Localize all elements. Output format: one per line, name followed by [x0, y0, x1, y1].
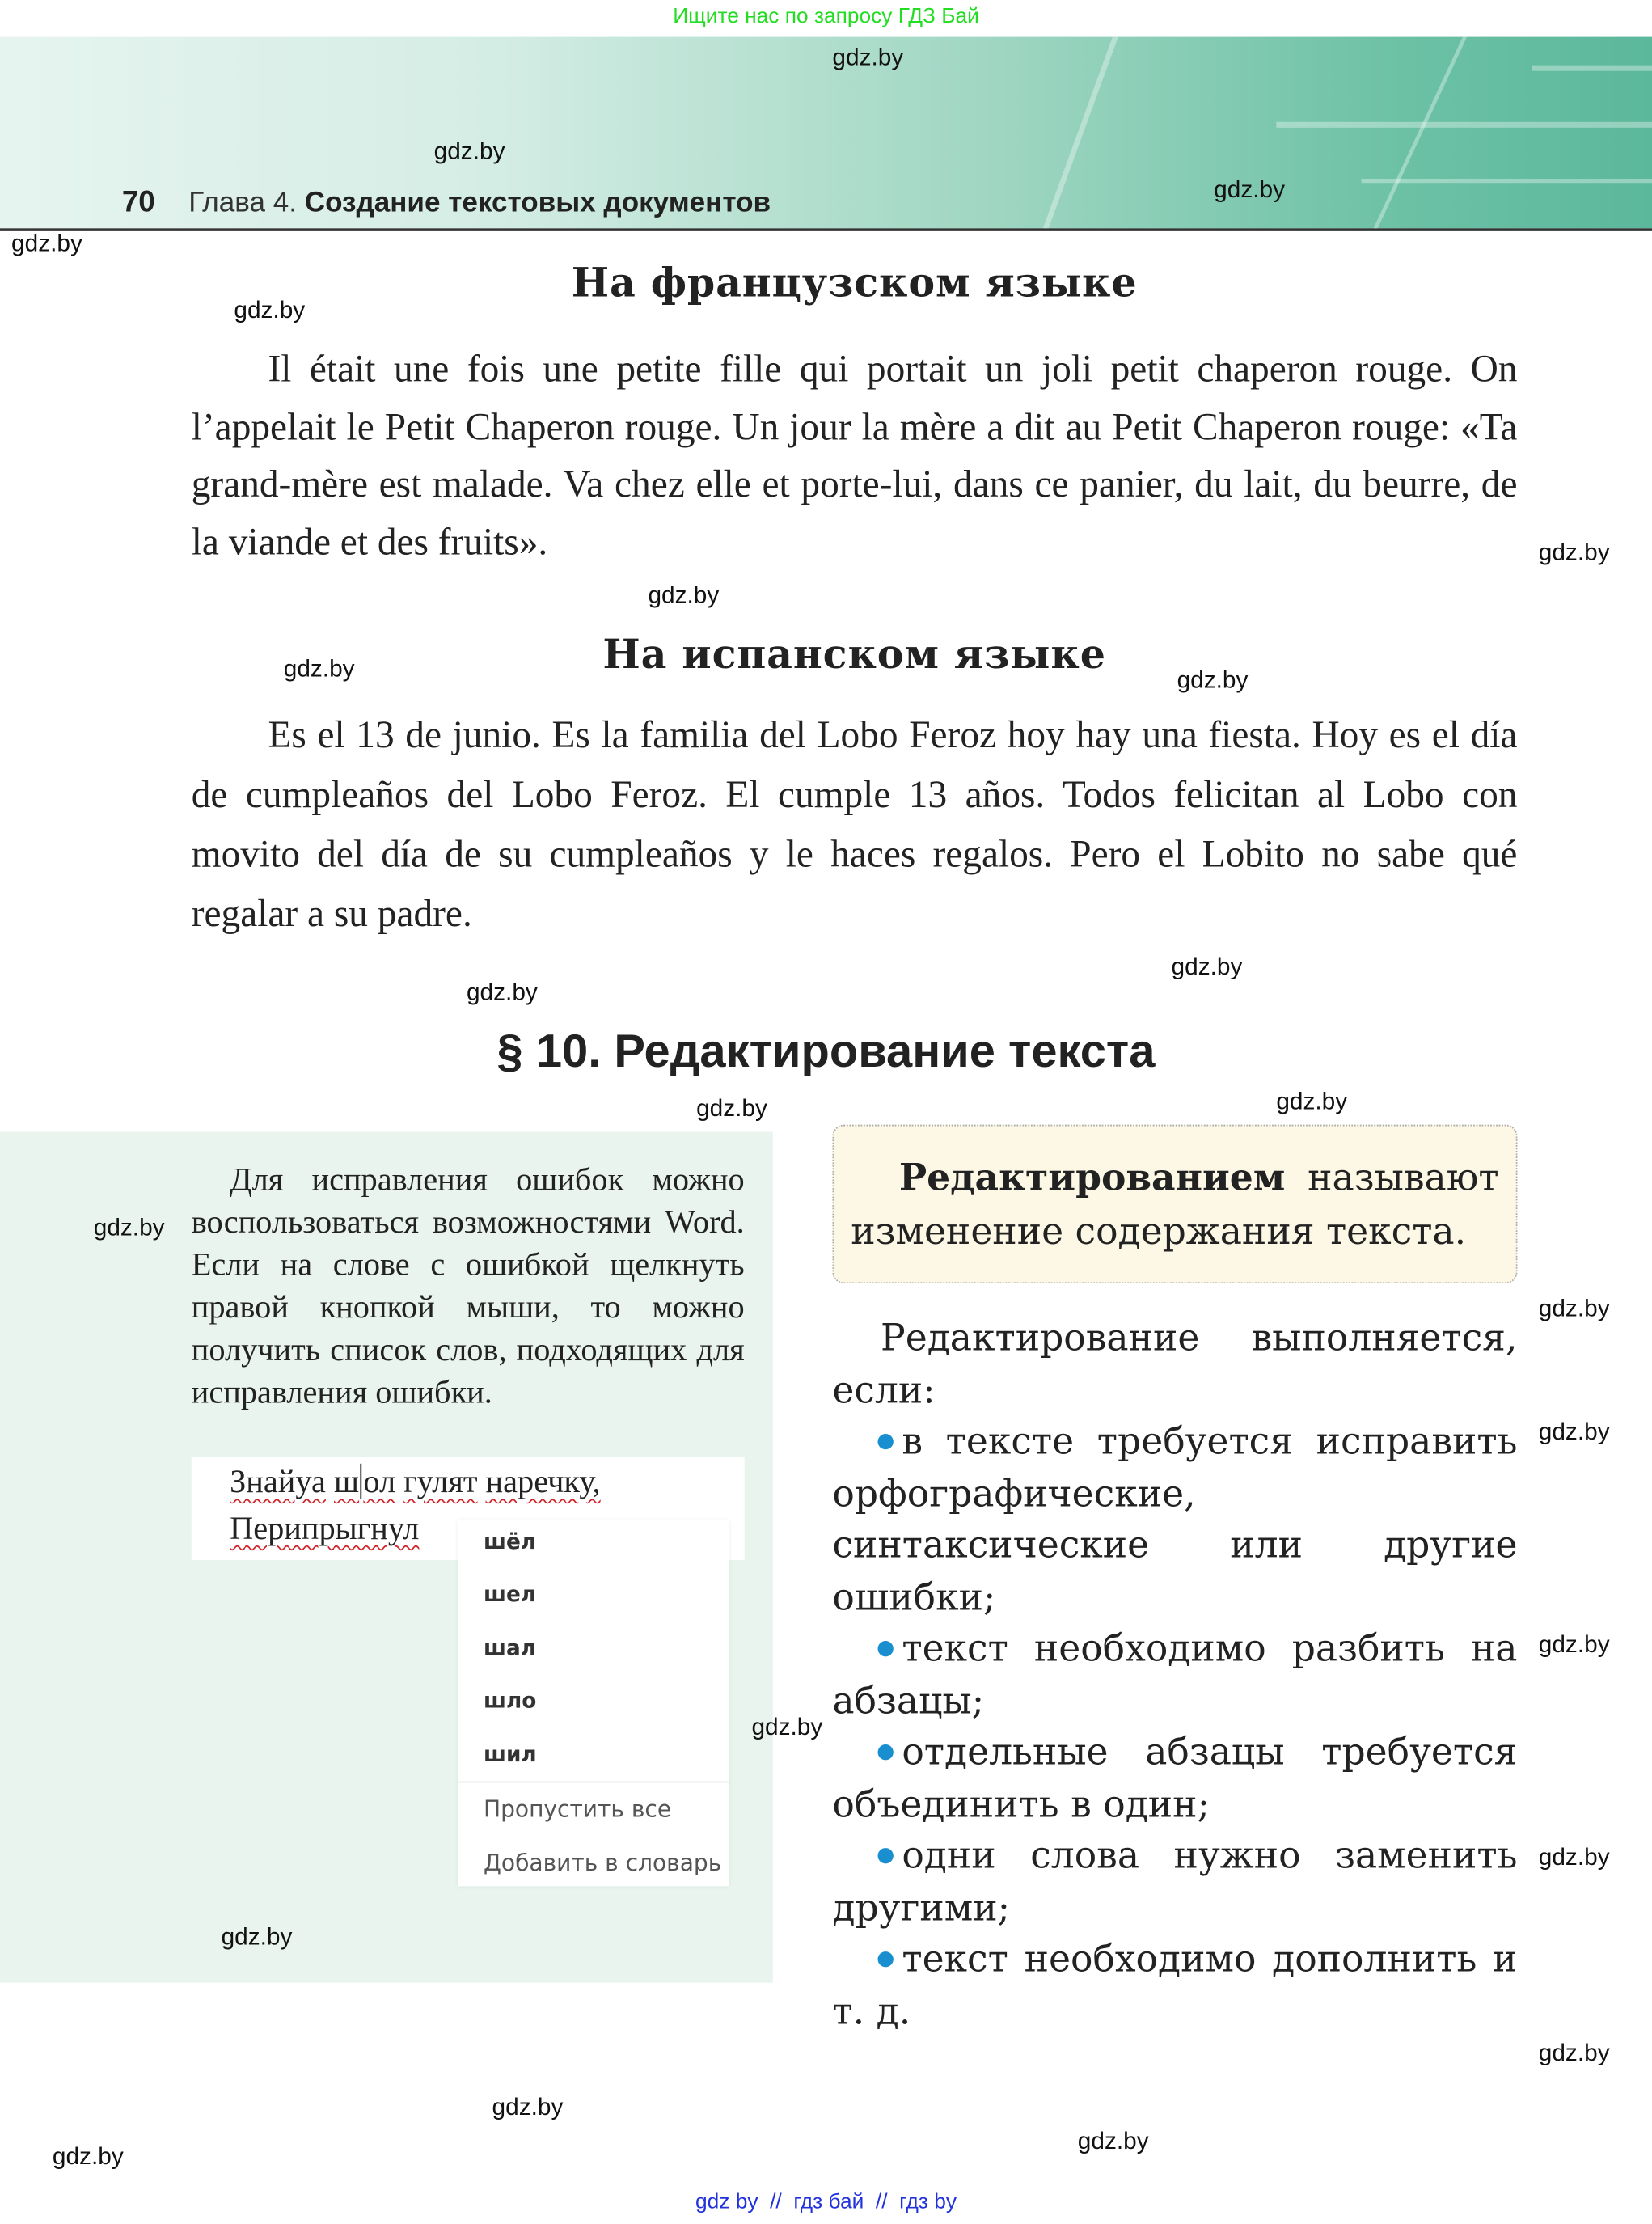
- suggestion-item[interactable]: шел: [484, 1581, 537, 1607]
- misspelled-word-cursor[interactable]: [334, 1464, 395, 1499]
- sample-line-2: [230, 1507, 419, 1550]
- watermark: gdz.by: [1538, 1843, 1610, 1871]
- word-part: ш: [334, 1463, 360, 1499]
- misspelled-word[interactable]: Перипрыгнул: [230, 1510, 420, 1546]
- search-hint: Ищите нас по запросу ГДЗ Бай: [673, 4, 979, 29]
- french-heading: На французском языке: [571, 259, 1138, 307]
- definition-term: Редактированием: [898, 1157, 1286, 1200]
- watermark: gdz.by: [11, 230, 82, 257]
- list-item: [832, 1624, 1517, 1727]
- list-item: [832, 1934, 1517, 2038]
- list-item-text: текст необходимо дополнить и т. д.: [832, 1939, 1518, 2033]
- watermark: gdz.by: [93, 1214, 165, 1241]
- left-paragraph: [192, 1159, 745, 1414]
- spanish-heading: На испанском языке: [602, 631, 1106, 679]
- watermark: gdz.by: [1538, 1295, 1610, 1322]
- watermark: gdz.by: [1538, 1630, 1610, 1659]
- watermark: gdz.by: [832, 44, 904, 71]
- misspelled-word[interactable]: наречку,: [485, 1463, 601, 1499]
- menu-divider: [458, 1782, 729, 1783]
- watermark: gdz.by: [1276, 1088, 1348, 1115]
- bullet-icon: [878, 1951, 894, 1967]
- suggestion-item[interactable]: шал: [484, 1635, 536, 1661]
- suggestion-item[interactable]: шло: [484, 1687, 537, 1714]
- section-title: § 10. Редактирование текста: [496, 1024, 1156, 1077]
- misspelled-word[interactable]: Знайуа: [230, 1463, 326, 1499]
- list-item-text: в тексте требуется исправить орфографические, синтаксические или другие ошибки;: [832, 1421, 1518, 1619]
- watermark: gdz.by: [1077, 2127, 1149, 2154]
- list-item-text: текст необходимо разбить на абзацы;: [832, 1628, 1518, 1723]
- watermark: gdz.by: [492, 2093, 564, 2120]
- list-item: [832, 1831, 1517, 1934]
- bullet-icon: [878, 1434, 894, 1449]
- watermark: gdz.by: [1538, 2039, 1610, 2067]
- word-example-wrapper: [192, 1457, 745, 1877]
- left-text: Для исправления ошибок можно воспользоваться возможностями Word. Если на слове с ошибкой щелкнуть правой кнопкой мыши, то можно получить список слов, подходящих для исправления ошибки.: [191, 1161, 745, 1410]
- ignore-all-item[interactable]: Пропустить все: [484, 1795, 672, 1823]
- word-part: ол: [363, 1463, 396, 1499]
- definition-box: [832, 1125, 1517, 1283]
- list-item: [832, 1417, 1517, 1624]
- add-to-dictionary-item[interactable]: Добавить в словарь: [484, 1849, 722, 1877]
- watermark: gdz.by: [751, 1713, 823, 1740]
- watermark: gdz.by: [433, 137, 505, 165]
- suggestion-item[interactable]: шёл: [484, 1528, 537, 1555]
- footer-links[interactable]: gdz by // гдз бай // гдз by: [695, 2189, 957, 2214]
- watermark: gdz.by: [1177, 666, 1249, 694]
- french-paragraph: [192, 340, 1518, 570]
- spanish-text: Es el 13 de junio. Es la familia del Lobo Feroz hoy hay una fiesta. Hoy es el día de cumpleaños del Lobo Feroz. El cumple 13 años. Todos felicitan al Lobo con movito del día de su cumpleaños y le haces regalos. Pero el Lobito no sabe qué regalar a su padre.: [191, 713, 1518, 935]
- watermark: gdz.by: [234, 296, 306, 323]
- definition-text: называют изменение содержания текста.: [851, 1157, 1499, 1254]
- spelling-context-menu: [458, 1520, 729, 1886]
- watermark: gdz.by: [1538, 1418, 1610, 1446]
- editing-intro: [832, 1313, 1517, 1417]
- editing-list: [832, 1313, 1517, 2038]
- left-column: [191, 1159, 745, 1877]
- list-item-text: отдельные абзацы требуется объединить в один;: [832, 1731, 1518, 1826]
- text-cursor: [361, 1464, 362, 1499]
- bullet-icon: [878, 1641, 894, 1656]
- watermark: gdz.by: [52, 2142, 124, 2171]
- right-column: [832, 1125, 1517, 2038]
- watermark: gdz.by: [466, 979, 538, 1006]
- watermark: gdz.by: [1538, 539, 1610, 566]
- watermark: gdz.by: [648, 581, 720, 609]
- chapter-prefix: Глава 4.: [188, 187, 297, 219]
- spanish-paragraph: [192, 705, 1518, 944]
- watermark: gdz.by: [221, 1923, 293, 1951]
- french-text: Il était une fois une petite fille qui portait un joli petit chaperon rouge. On l’appelait le Petit Chaperon rouge. Un jour la mère a dit au Petit Chaperon rouge: «Ta grand-mère est malade. Va chez elle et porte-lui, dans ce panier, du lait, du beurre, de la viande et des fruits».: [191, 347, 1518, 563]
- watermark: gdz.by: [696, 1094, 767, 1123]
- list-item: [832, 1727, 1517, 1831]
- watermark: gdz.by: [1171, 953, 1243, 980]
- watermark: gdz.by: [283, 655, 355, 683]
- page-number: 70: [121, 185, 155, 219]
- intro-text: Редактирование выполняется, если:: [832, 1317, 1518, 1412]
- bullet-icon: [878, 1848, 894, 1863]
- sample-line-1: [230, 1461, 601, 1503]
- chapter-title: [188, 187, 771, 219]
- chapter-name: Создание текстовых документов: [304, 187, 771, 219]
- bullet-icon: [878, 1744, 894, 1760]
- watermark: gdz.by: [1214, 175, 1286, 203]
- list-item-text: одни слова нужно заменить другими;: [832, 1835, 1518, 1930]
- misspelled-word[interactable]: гулят: [403, 1463, 478, 1499]
- suggestion-item[interactable]: шил: [484, 1741, 537, 1768]
